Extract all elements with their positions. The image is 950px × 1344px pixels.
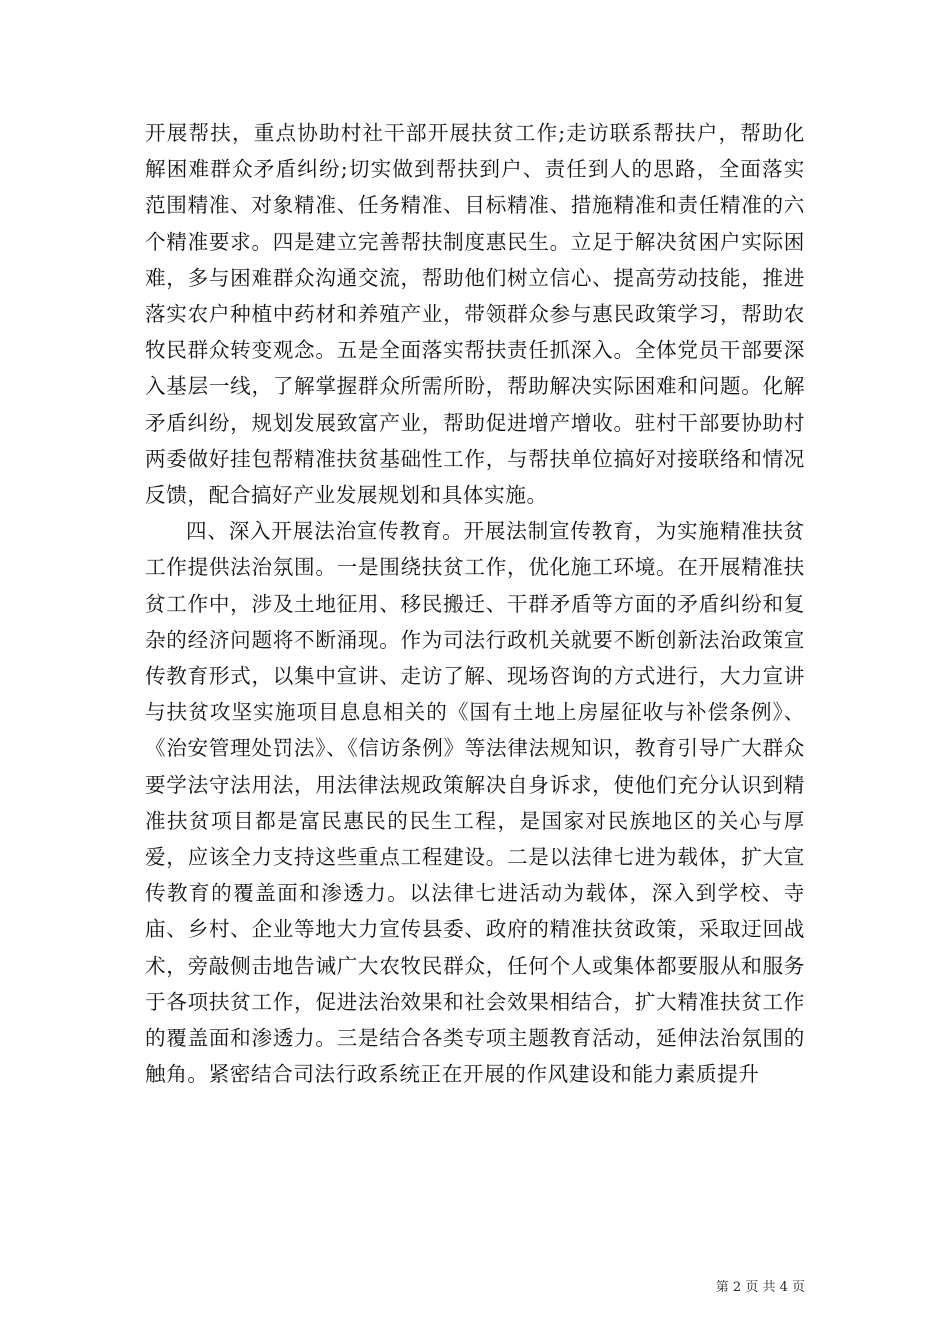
paragraph-continued: 开展帮扶，重点协助村社干部开展扶贫工作;走访联系帮扶户，帮助化解困难群众矛盾纠纷;切实做到帮扶到户、责任到人的思路，全面落实范围精准、对象精准、任务精准、目标精准、措施精准和责任精准的六个精准要求。四是建立完善帮扶制度惠民生。立足于解决贫困户实际困难，多与困难群众沟通交流，帮助他们树立信心、提高劳动技能，推进落实农户种植中药材和养殖产业，带领群众参与惠民政策学习，帮助农牧民群众转变观念。五是全面落实帮扶责任抓深入。全体党员干部要深入基层一线，了解掌握群众所需所盼，帮助解决实际困难和问题。化解矛盾纠纷，规划发展致富产业，帮助促进增产增收。驻村干部要协助村两委做好挂包帮精准扶贫基础性工作，与帮扶单位搞好对接联络和情况反馈，配合搞好产业发展规划和具体实施。 — [145, 121, 805, 508]
paragraph-section-four: 四、深入开展法治宣传教育。开展法制宣传教育，为实施精准扶贫工作提供法治氛围。一是围绕扶贫工作，优化施工环境。在开展精准扶贫工作中，涉及土地征用、移民搬迁、干群矛盾等方面的矛盾纠纷和复杂的经济问题将不断涌现。作为司法行政机关就要不断创新法治政策宣传教育形式，以集中宣讲、走访了解、现场咨询的方式进行，大力宣讲与扶贫攻坚实施项目息息相关的《国有土地上房屋征收与补偿条例》、《治安管理处罚法》、《信访条例》等法律法规知识，教育引导广大群众要学法守法用法，用法律法规政策解决自身诉求，使他们充分认识到精准扶贫项目都是富民惠民的民生工程，是国家对民族地区的关心与厚爱，应该全力支持这些重点工程建设。二是以法律七进为载体，扩大宣传教育的覆盖面和渗透力。以法律七进活动为载体，深入到学校、寺庙、乡村、企业等地大力宣传县委、政府的精准扶贫政策，采取迂回战术，旁敲侧击地告诫广大农牧民群众，任何个人或集体都要服从和服务于各项扶贫工作，促进法治效果和社会效果相结合，扩大精准扶贫工作的覆盖面和渗透力。三是结合各类专项主题教育活动，延伸法治氛围的触角。紧密结合司法行政系统正在开展的作风建设和能力素质提升 — [145, 519, 805, 1087]
page-number-footer: 第 2 页 共 4 页 — [715, 1280, 805, 1295]
document-body — [145, 115, 805, 1092]
